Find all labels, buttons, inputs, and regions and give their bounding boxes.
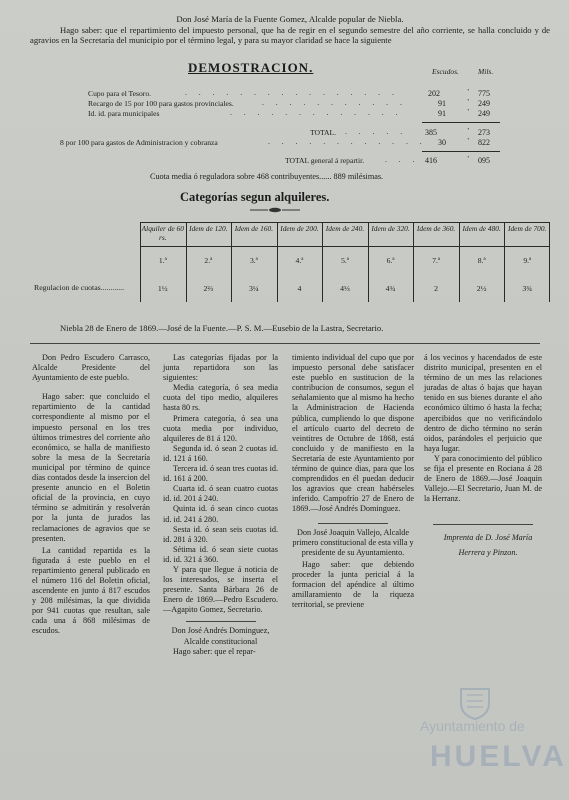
campofrio-notice-start: Hago saber: que el repar- [173,646,256,656]
cupo-label: Cupo para el Tesoro. [88,89,152,98]
table-category-ordinal: 6.ª [386,256,395,265]
header-title-line: Don José María de la Fuente Gomez, Alcalde popular de Niebla. [176,14,404,24]
escudos-column-header: Escudos. [432,67,459,76]
ornament-rule-icon [250,207,300,213]
total-label: TOTAL. [310,128,337,137]
watermark-title: HUELVA [430,740,567,773]
header-block [30,14,550,46]
administracion-escudos: 30 [438,138,446,147]
table-header-cell: Idem de 160. [234,224,274,233]
table-cuota-value: 1½ [157,284,168,293]
santa-barbara-notice: Hago saber: que concluido el repartimiento de la cantidad correspondiente al mismo por el impuesto personal en los tres últimos trimestres del corriente año económico, se halla de manifiesto sobre la mesa de la Secretaría municipal por término de quince días contados desde la insercion del presente anuncio en el Boletin oficial de la provincia, en cuyo término se admitirán y resolverán por la junta de jurados las reclamaciones de agravios que se presenten. [32,392,150,543]
table-cuota-value: 3¼ [249,284,259,293]
table-category-ordinal: 8.ª [477,256,486,265]
table-header-cell: Idem de 480. [462,224,501,233]
column-3 [292,353,414,610]
santa-barbara-closing: Y para que llegue á noticia de los interesados, se inserta el presente. Santa Bárbara 26 de Enero de 1869.—Pedro Escudero.—Agapito Gomez, Secretario. [163,564,278,615]
table-category-ordinal: 4.ª [295,256,304,265]
crest-watermark-icon [455,685,495,721]
notice-divider [318,523,388,524]
column-4 [424,353,542,558]
total-escudos: 385 [425,128,437,137]
recargo-municipal-label: Id. id. para municipales [88,109,160,118]
separator-mark: ’ [467,98,470,106]
categorias-table [140,222,550,304]
recargo-provincial-label: Recargo de 15 por 100 para gastos provinciales. [88,99,234,108]
table-category-ordinal: 2.ª [204,256,213,265]
sum-rule [422,122,500,123]
column-1 [32,353,150,637]
table-header-cell: Idem de 360. [416,224,456,233]
cuota-media-line: Cuota media ó reguladora sobre 468 contribuyentes...... 889 milésimas. [150,172,384,181]
table-cuota-value: 4¾ [385,284,396,293]
watermark-subtitle: Ayuntamiento de [420,718,525,734]
separator-mark: ’ [467,108,470,116]
leader-dots: . . . . . . . . . . . . [268,137,427,146]
cupo-escudos: 202 [428,89,440,98]
mils-column-header: Mils. [478,67,494,76]
tercera-categoria: Tercera id. ó sean tres cuotas id. id. 161 á 200. [163,464,278,484]
separator-mark: ’ [467,137,470,145]
total-general-escudos: 416 [425,156,437,165]
jose-andres-heading: Don José Andrés Dominguez, Alcalde constitucional [171,626,270,646]
vallejo-heading: Don José Joaquin Vallejo, Alcalde primero constitucional de esta villa y presidente de su Ayuntamiento. [292,527,414,557]
campofrio-notice-continued: timiento individual del cupo que por impuesto personal debe satisfacer este pueblo en sustitucion de la contribucion de consumos, segun el señalamiento que al mismo ha hecho la Administracion de Hacienda pública, cumpliendo lo que dispone el artículo cuarto del decreto de veintitres de Octubre de 1868, está concluido y de manifiesto en la Secretaría de este Ayuntamiento por término de quince dias, para que los comprendidos en él puedan deducir los agravios que crean habérseles inferido. Campofrío 27 de Enero de 1869.—José Andrés Dominguez. [292,353,414,514]
recargo-provincial-mils: 249 [478,99,490,108]
table-header-cell: Idem de 320. [371,224,410,233]
section-divider [30,343,540,344]
leader-dots: . . . . . . . . . . . [262,98,407,107]
table-category-ordinal: 5.ª [341,256,349,265]
regulacion-label: Regulacion de cuotas............ [34,283,125,292]
sesta-categoria: Sesta id. ó sean seis cuotas id. id. 281 á 320. [163,524,278,544]
leader-dots: . . . . . . . . . . . . . [230,108,403,117]
total-mils: 273 [478,128,490,137]
table-cuota-value: 2⅔ [203,284,214,293]
categorias-intro: Las categorías fijadas por la junta repartidora son las siguientes: [163,353,278,383]
notice-divider [186,621,256,622]
leader-dots: . . . . . . . . . . . . . . . . [185,88,399,97]
rociana-notice-start: Hago saber: que debiendo proceder la junta pericial á la formacion del apéndice al último amillaramiento de la riqueza territorial, se previene [292,559,414,610]
rociana-closing: Y para conocimiento del público se fija el presente en Rociana á 28 de Enero de 1869.—José Joaquin Vallejo.—El Secretario, Juan M. de la Herranz. [424,453,542,504]
cuarta-categoria: Cuarta id. ó sean cuatro cuotas id. id. 201 á 240. [163,484,278,504]
recargo-municipal-mils: 249 [478,109,490,118]
table-cuota-value: 2½ [476,284,487,293]
table-header-cell: Idem de 120. [189,224,228,233]
table-header-cell: Idem de 240. [325,224,365,233]
table-top-rule [140,222,550,223]
recargo-provincial-escudos: 91 [438,99,446,108]
rociana-notice-continued: á los vecinos y hacendados de este distrito municipal, presenten en el término de un mes las relaciones juradas de altas ó bajas que hayan tenido en sus bienes durante el año económico último ó hasta la fecha; apercibidos que no verificándolo dentro de dicho término no serán oidos, parándoles el perjuicio que haya lugar. [424,353,542,453]
imprenta-divider [433,524,533,525]
table-category-ordinal: 9.ª [523,256,532,265]
leader-dots: . . . [385,155,420,164]
total-general-mils: 095 [478,156,490,165]
separator-mark: ’ [467,127,470,135]
categorias-title: Categorías segun alquileres. [180,190,330,204]
imprenta-line-2: Herrera y Pinzon. [458,547,518,557]
table-category-ordinal: 3.ª [249,256,258,265]
administracion-label: 8 por 100 para gastos de Administracion y cobranza [60,138,218,147]
primera-categoria: Primera categoría, ó sea una cuota media por individuo, alquileres de 81 á 120. [163,413,278,443]
pedro-escudero-heading: Don Pedro Escudero Carrasco, Alcalde Presidente del Ayuntamiento de este pueblo. [32,353,150,383]
table-header-cell: Idem de 200. [280,224,319,233]
table-cuota-value: 4⅓ [340,284,350,293]
administracion-mils: 822 [478,138,490,147]
segunda-categoria: Segunda id. ó sean 2 cuotas id. id. 121 á 160. [163,443,278,463]
table-header-cell: Idem de 700. [508,224,547,233]
setima-categoria: Sétima id. ó sean siete cuotas id. id. 321 á 360. [163,544,278,564]
table-cuota-value: 3¾ [522,284,533,293]
table-header-cell: Alquiler de 60 rs. [141,224,184,242]
cupo-mils: 775 [478,89,490,98]
niebla-signature-line: Niebla 28 de Enero de 1869.—José de la Fuente.—P. S. M.—Eusebio de la Lastra, Secretario. [60,323,384,333]
recargo-municipal-escudos: 91 [438,109,446,118]
header-paragraph: Hago saber: que el repartimiento del impuesto personal, que ha de regir en el segundo semestre del año corriente, se halla concluido y de agravios en la Secretaría del municipio por el término legal, y para su mayor claridad se hace la siguiente [30,24,550,45]
total-general-label: TOTAL general á repartir. [285,156,365,165]
table-column-rule [549,222,550,302]
media-categoria: Media categoría, ó sea media cuota del tipo medio, alquileres hasta 80 rs. [163,383,278,413]
cantidad-repartida: La cantidad repartida es la figurada á este pueblo en el repartimiento general publicado en el número 116 del Boletin oficial, ascendente en junto á 817 escudos y 208 milésimas, la que dividida por 941 cuotas que resultan, sale cada una á 868 milésimas de escudos. [32,545,150,636]
sum-rule [422,151,500,152]
table-header-rule [140,246,550,247]
table-cuota-value: 2 [434,284,439,293]
imprenta-line-1: Imprenta de D. José María [443,533,533,543]
column-2 [163,353,278,657]
table-cuota-value: 4 [297,284,302,293]
table-category-ordinal: 1.ª [158,256,167,265]
separator-mark: ’ [467,155,470,163]
table-category-ordinal: 7.ª [432,256,440,265]
quinta-categoria: Quinta id. ó sean cinco cuotas id. id. 241 á 280. [163,504,278,524]
leader-dots: . . . . . [345,127,408,136]
demostracion-title: DEMOSTRACION. [188,60,314,75]
separator-mark: ’ [467,88,470,96]
